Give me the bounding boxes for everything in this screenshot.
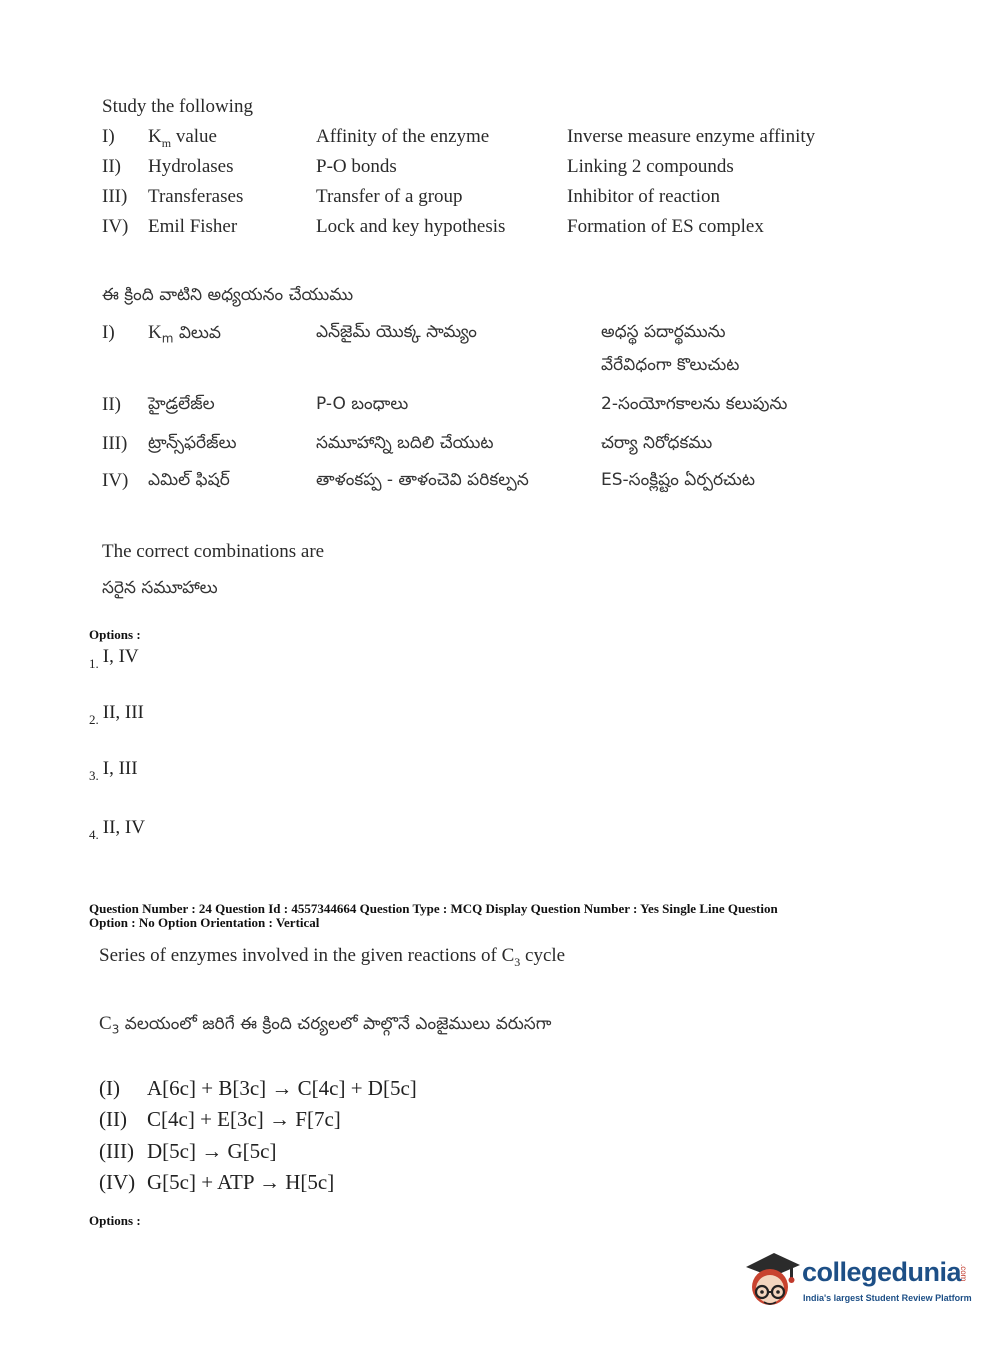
te-row2-col1: హైడ్రలేజ్‌ల — [148, 394, 215, 414]
reaction-num: (I) — [99, 1076, 120, 1100]
en-row2-col2: P-O bonds — [316, 156, 397, 177]
te-row4-col1: ఎమిల్ ఫిషర్ — [148, 470, 230, 490]
option-1[interactable]: $_{1.}$ I, IV — [89, 646, 139, 671]
question-stem-te: $C_3$ వలయంలో జరిగే ఈ క్రింది చర్యలలో పాల్గొనే ఎంజైములు వరుసగా — [99, 1013, 552, 1037]
te-row2-col2: P-O బంధాలు — [316, 394, 409, 414]
en-row3-col2: Transfer of a group — [316, 186, 463, 207]
options-label: Options : — [89, 1213, 141, 1228]
en-row1-col1: $K_m$ value — [148, 126, 217, 150]
en-row1-col2: Affinity of the enzyme — [316, 126, 490, 147]
study-heading: Study the following — [102, 96, 253, 117]
question-meta-line2: Option : No Option Orientation : Vertical — [89, 915, 320, 930]
te-row3-col3: చర్యా నిరోధకము — [601, 433, 713, 453]
reaction-equation: D[5c] → G[5c] — [147, 1139, 277, 1163]
logo-wordmark: collegedunia — [802, 1257, 962, 1287]
reaction-equation: C[4c] + E[3c] → F[7c] — [147, 1107, 341, 1131]
correct-combinations-en: The correct combinations are — [102, 541, 325, 562]
reaction-num: (III) — [99, 1139, 134, 1163]
option-2[interactable]: $_{2.}$ II, III — [89, 702, 144, 727]
en-row2-col1: Hydrolases — [148, 156, 234, 177]
row-num: II) — [102, 394, 121, 415]
en-row4-col3: Formation of ES complex — [567, 216, 764, 237]
question-meta-line1: Question Number : 24 Question Id : 4557344664 Question Type : MCQ Display Question Number : Yes Single Line Question — [89, 901, 778, 916]
en-row4-col2: Lock and key hypothesis — [316, 216, 506, 237]
reaction-num: (IV) — [99, 1170, 136, 1194]
en-row3-col3: Inhibitor of reaction — [567, 186, 721, 207]
logo-tagline: India's largest Student Review Platform — [803, 1293, 972, 1303]
te-row1-col3a: అధస్థ పదార్థమును — [601, 322, 726, 342]
row-num: IV) — [102, 216, 129, 237]
row-num: III) — [102, 186, 128, 207]
correct-combinations-te: సరైన సమూహాలు — [102, 578, 218, 598]
row-num: I) — [102, 126, 115, 147]
en-row3-col1: Transferases — [148, 186, 244, 207]
te-row1-col3b: వేరేవిధంగా కొలుచుట — [601, 355, 740, 375]
row-num: I) — [102, 322, 115, 343]
study-heading-telugu: ఈ క్రింది వాటిని అధ్యయనం చేయుము — [102, 285, 354, 305]
te-row2-col3: 2-సంయోగకాలను కలుపును — [601, 394, 788, 414]
en-row1-col3: Inverse measure enzyme affinity — [567, 126, 816, 147]
reaction-num: (II) — [99, 1107, 127, 1131]
row-num: II) — [102, 156, 121, 177]
options-label: Options : — [89, 627, 141, 642]
te-row3-col1: ట్రాన్స్‌ఫరేజ్‌లు — [148, 433, 237, 453]
row-num: IV) — [102, 470, 129, 491]
en-row2-col3: Linking 2 compounds — [567, 156, 734, 177]
row-num: III) — [102, 433, 128, 454]
collegedunia-logo — [740, 1247, 970, 1317]
te-row4-col3: ES-సంక్లిష్టం ఏర్పరచుట — [601, 470, 755, 490]
option-4[interactable]: $_{4.}$ II, IV — [89, 817, 145, 842]
mascot-icon — [740, 1247, 802, 1313]
te-row1-col2: ఎన్‌జైమ్ యొక్క సామ్యం — [316, 322, 477, 342]
option-3[interactable]: $_{3.}$ I, III — [89, 758, 138, 783]
te-row3-col2: సమూహాన్ని బదిలి చేయుట — [316, 433, 494, 453]
te-row1-col1: $K_m$ విలువ — [148, 322, 221, 346]
reaction-equation: G[5c] + ATP → H[5c] — [147, 1170, 335, 1194]
en-row4-col1: Emil Fisher — [148, 216, 238, 237]
question-stem-en: Series of enzymes involved in the given reactions of $C_3$ cycle — [99, 945, 566, 969]
reaction-equation: A[6c] + B[3c] → C[4c] + D[5c] — [147, 1076, 417, 1100]
te-row4-col2: తాళంకప్ప - తాళంచెవి పరికల్పన — [316, 470, 529, 490]
logo-suffix: .com — [959, 1264, 968, 1282]
